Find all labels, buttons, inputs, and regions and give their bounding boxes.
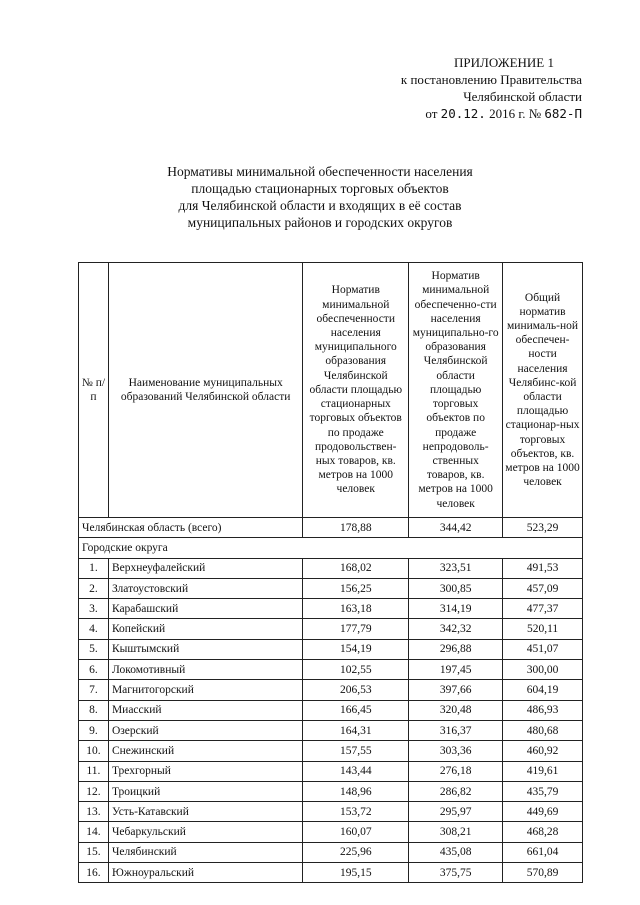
row-number: 7.: [79, 680, 109, 700]
table-row: [79, 741, 583, 761]
row-food-norm: 153,72: [303, 802, 409, 822]
row-municipality: Троицкий: [108, 781, 302, 801]
row-number: 4.: [79, 619, 109, 639]
row-total-norm: 457,09: [503, 578, 583, 598]
table-header-row: [79, 263, 583, 518]
row-nonfood-norm: 276,18: [409, 761, 503, 781]
row-total-norm: 570,89: [503, 863, 583, 883]
title-line-2: площадью стационарных торговых объектов: [191, 181, 449, 196]
row-number: 12.: [79, 781, 109, 801]
row-municipality: Озерский: [108, 720, 302, 740]
row-nonfood-norm: 397,66: [409, 680, 503, 700]
row-number: 15.: [79, 842, 109, 862]
row-nonfood-norm: 375,75: [409, 863, 503, 883]
decree-number: 682-П: [544, 106, 582, 121]
decree-date: 20.12.: [440, 106, 486, 121]
appendix-date-line: [332, 105, 582, 122]
row-food-norm: 157,55: [303, 741, 409, 761]
row-municipality: Копейский: [108, 619, 302, 639]
header-nonfood: Норматив минимальной обеспеченно-сти населения муниципально-го образования Челябинской области площадью торговых объектов по продаже непродоволь-ственных товаров, кв. метров на 1000 человек: [409, 263, 503, 518]
table-row: [79, 680, 583, 700]
row-number: 14.: [79, 822, 109, 842]
region-total-nonfood: 344,42: [409, 518, 503, 538]
row-nonfood-norm: 435,08: [409, 842, 503, 862]
region-total-total: 523,29: [503, 518, 583, 538]
row-number: 6.: [79, 660, 109, 680]
title-line-1: Нормативы минимальной обеспеченности населения: [167, 164, 473, 179]
row-municipality: Локомотивный: [108, 660, 302, 680]
row-food-norm: 102,55: [303, 660, 409, 680]
table-row: [79, 781, 583, 801]
section-label: Городские округа: [79, 538, 583, 558]
row-nonfood-norm: 303,36: [409, 741, 503, 761]
appendix-line-2: Челябинской области: [463, 89, 582, 104]
appendix-block: [332, 54, 582, 122]
row-total-norm: 520,11: [503, 619, 583, 639]
row-nonfood-norm: 308,21: [409, 822, 503, 842]
table-row: [79, 639, 583, 659]
row-number: 11.: [79, 761, 109, 781]
row-number: 9.: [79, 720, 109, 740]
row-municipality: Миасский: [108, 700, 302, 720]
header-num: № п/п: [79, 263, 109, 518]
row-municipality: Верхнеуфалейский: [108, 558, 302, 578]
row-municipality: Трехгорный: [108, 761, 302, 781]
row-municipality: Усть-Катавский: [108, 802, 302, 822]
row-nonfood-norm: 286,82: [409, 781, 503, 801]
row-number: 8.: [79, 700, 109, 720]
row-total-norm: 419,61: [503, 761, 583, 781]
date-prefix: от: [425, 106, 438, 121]
row-municipality: Златоустовский: [108, 578, 302, 598]
row-food-norm: 164,31: [303, 720, 409, 740]
row-total-norm: 477,37: [503, 599, 583, 619]
row-number: 16.: [79, 863, 109, 883]
row-food-norm: 148,96: [303, 781, 409, 801]
title-line-3: для Челябинской области и входящих в её состав: [178, 198, 462, 213]
table-row: [79, 700, 583, 720]
row-food-norm: 168,02: [303, 558, 409, 578]
document-title: [100, 163, 540, 231]
row-number: 10.: [79, 741, 109, 761]
row-nonfood-norm: 295,97: [409, 802, 503, 822]
row-total-norm: 486,93: [503, 700, 583, 720]
header-food: Норматив минимальной обеспеченности населения муниципального образования Челябинской области площадью стационарных торговых объектов по продаже продовольствен-ных товаров, кв. метров на 1000 человек: [303, 263, 409, 518]
row-number: 5.: [79, 639, 109, 659]
row-number: 13.: [79, 802, 109, 822]
row-total-norm: 604,19: [503, 680, 583, 700]
row-nonfood-norm: 314,19: [409, 599, 503, 619]
row-municipality: Карабашский: [108, 599, 302, 619]
row-municipality: Чебаркульский: [108, 822, 302, 842]
table-row: [79, 660, 583, 680]
row-number: 2.: [79, 578, 109, 598]
decree-year: 2016 г. №: [489, 106, 542, 121]
row-municipality: Снежинский: [108, 741, 302, 761]
row-total-norm: 468,28: [503, 822, 583, 842]
row-food-norm: 206,53: [303, 680, 409, 700]
table-row: [79, 842, 583, 862]
row-total-norm: 480,68: [503, 720, 583, 740]
row-municipality: Южноуральский: [108, 863, 302, 883]
row-nonfood-norm: 323,51: [409, 558, 503, 578]
row-number: 1.: [79, 558, 109, 578]
row-food-norm: 166,45: [303, 700, 409, 720]
row-food-norm: 195,15: [303, 863, 409, 883]
row-total-norm: 435,79: [503, 781, 583, 801]
row-nonfood-norm: 197,45: [409, 660, 503, 680]
table-row: [79, 720, 583, 740]
table-row: [79, 578, 583, 598]
table-row: [79, 761, 583, 781]
table-row: [79, 863, 583, 883]
row-food-norm: 163,18: [303, 599, 409, 619]
row-nonfood-norm: 342,32: [409, 619, 503, 639]
header-name: Наименование муниципальных образований Челябинской области: [108, 263, 302, 518]
row-total-norm: 451,07: [503, 639, 583, 659]
row-total-norm: 300,00: [503, 660, 583, 680]
table-row: [79, 802, 583, 822]
region-total-row: [79, 518, 583, 538]
region-total-name: Челябинская область (всего): [79, 518, 303, 538]
appendix-heading: ПРИЛОЖЕНИЕ 1: [454, 55, 554, 70]
table-row: [79, 558, 583, 578]
row-nonfood-norm: 320,48: [409, 700, 503, 720]
norms-table: [78, 262, 583, 883]
header-total: Общий норматив минималь-ной обеспечен-ности населения Челябинс-кой области площадью стационар-ных торговых объектов, кв. метров на 1000 человек: [503, 263, 583, 518]
row-number: 3.: [79, 599, 109, 619]
row-municipality: Кыштымский: [108, 639, 302, 659]
row-total-norm: 661,04: [503, 842, 583, 862]
row-food-norm: 143,44: [303, 761, 409, 781]
row-food-norm: 160,07: [303, 822, 409, 842]
row-food-norm: 156,25: [303, 578, 409, 598]
region-total-food: 178,88: [303, 518, 409, 538]
row-nonfood-norm: 316,37: [409, 720, 503, 740]
row-municipality: Магнитогорский: [108, 680, 302, 700]
row-total-norm: 449,69: [503, 802, 583, 822]
row-food-norm: 154,19: [303, 639, 409, 659]
row-nonfood-norm: 296,88: [409, 639, 503, 659]
section-row: [79, 538, 583, 558]
row-food-norm: 177,79: [303, 619, 409, 639]
row-total-norm: 460,92: [503, 741, 583, 761]
row-nonfood-norm: 300,85: [409, 578, 503, 598]
row-food-norm: 225,96: [303, 842, 409, 862]
table-row: [79, 599, 583, 619]
table-row: [79, 619, 583, 639]
row-municipality: Челябинский: [108, 842, 302, 862]
appendix-line-1: к постановлению Правительства: [400, 72, 582, 87]
table-row: [79, 822, 583, 842]
title-line-4: муниципальных районов и городских округов: [187, 215, 453, 230]
row-total-norm: 491,53: [503, 558, 583, 578]
